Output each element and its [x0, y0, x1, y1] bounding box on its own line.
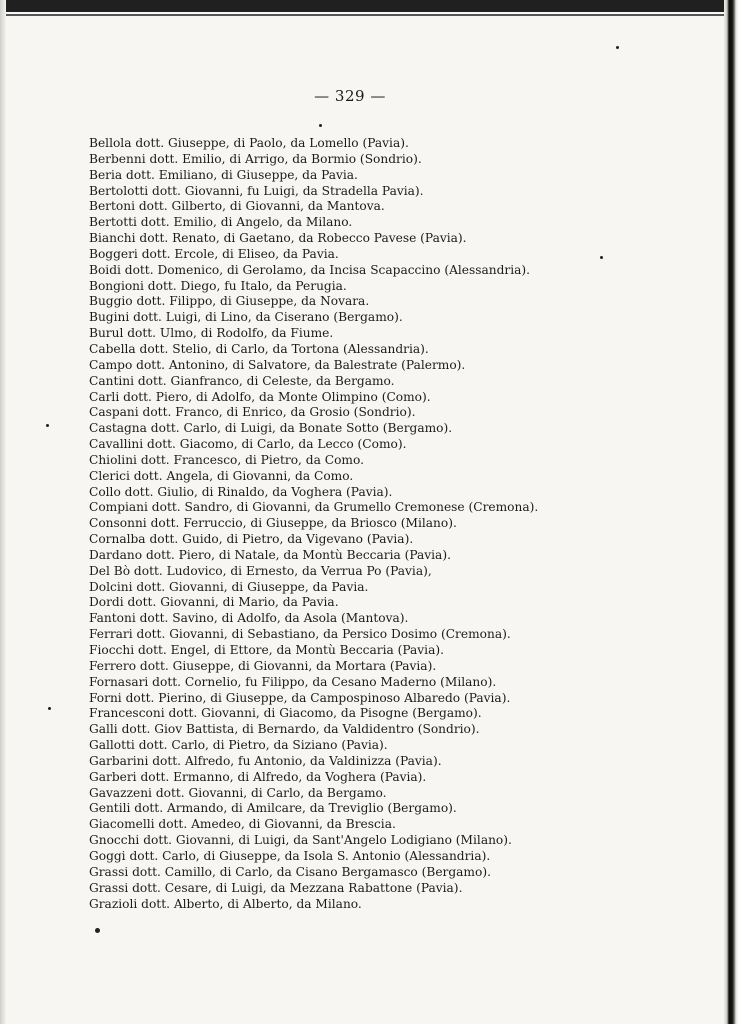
- list-item: Garberi dott. Ermanno, di Alfredo, da Voghera (Pavia).: [89, 769, 427, 784]
- graduate-list: [89, 136, 689, 912]
- list-item: Consonni dott. Ferruccio, di Giuseppe, da Briosco (Milano).: [89, 516, 457, 531]
- list-item: Garbarini dott. Alfredo, fu Antonio, da Valdinizza (Pavia).: [89, 753, 442, 768]
- list-item: Buggio dott. Filippo, di Giuseppe, da Novara.: [89, 294, 370, 309]
- list-item: Cabella dott. Stelio, di Carlo, da Tortona (Alessandria).: [89, 341, 429, 356]
- list-item: Compiani dott. Sandro, di Giovanni, da Grumello Cremonese (Cremona).: [89, 500, 539, 515]
- list-item: Giacomelli dott. Amedeo, di Giovanni, da Brescia.: [89, 817, 396, 832]
- page-number: — 329 —: [314, 87, 386, 105]
- scan-speck: [319, 124, 322, 127]
- list-item: Francesconi dott. Giovanni, di Giacomo, da Pisogne (Bergamo).: [89, 706, 482, 721]
- list-item: Bertolotti dott. Giovanni, fu Luigi, da Stradella Pavia).: [89, 183, 424, 198]
- list-item: Gnocchi dott. Giovanni, di Luigi, da Sant'Angelo Lodigiano (Milano).: [89, 833, 512, 848]
- list-item: Beria dott. Emiliano, di Giuseppe, da Pavia.: [89, 167, 358, 182]
- list-item: Clerici dott. Angela, di Giovanni, da Como.: [89, 468, 354, 483]
- list-item: Goggi dott. Carlo, di Giuseppe, da Isola S. Antonio (Alessandria).: [89, 848, 491, 863]
- scan-speck: [46, 424, 49, 427]
- list-item: Bianchi dott. Renato, di Gaetano, da Robecco Pavese (Pavia).: [89, 231, 467, 246]
- scan-speck: [48, 707, 51, 710]
- list-item: Fornasari dott. Cornelio, fu Filippo, da Cesano Maderno (Milano).: [89, 674, 497, 689]
- scan-right-border: [724, 0, 738, 1024]
- list-item: Grassi dott. Camillo, di Carlo, da Cisano Bergamasco (Bergamo).: [89, 864, 491, 879]
- list-item: Ferrero dott. Giuseppe, di Giovanni, da Mortara (Pavia).: [89, 658, 437, 673]
- list-item: Cavallini dott. Giacomo, di Carlo, da Lecco (Como).: [89, 437, 407, 452]
- list-item: Chiolini dott. Francesco, di Pietro, da Como.: [89, 452, 364, 467]
- list-item: Del Bò dott. Ludovico, di Ernesto, da Verrua Po (Pavia),: [89, 563, 432, 578]
- scan-speck: [600, 256, 603, 259]
- list-item: Fiocchi dott. Engel, di Ettore, da Montù Beccaria (Pavia).: [89, 643, 444, 657]
- list-item: Ferrari dott. Giovanni, di Sebastiano, da Persico Dosimo (Cremona).: [89, 627, 511, 642]
- list-item: Forni dott. Pierino, di Giuseppe, da Campospinoso Albaredo (Pavia).: [89, 690, 511, 705]
- list-item: Fantoni dott. Savino, di Adolfo, da Asola (Mantova).: [89, 611, 409, 626]
- list-item: Cantini dott. Gianfranco, di Celeste, da Bergamo.: [89, 373, 395, 388]
- list-item: Berbenni dott. Emilio, di Arrigo, da Bormio (Sondrio).: [89, 151, 422, 166]
- list-item: Boggeri dott. Ercole, di Eliseo, da Pavia.: [89, 246, 339, 261]
- list-item: Galli dott. Giov Battista, di Bernardo, da Valdidentro (Sondrio).: [89, 722, 480, 737]
- list-item: Dolcini dott. Giovanni, di Giuseppe, da Pavia.: [89, 579, 369, 594]
- list-item: Caspani dott. Franco, di Enrico, da Grosio (Sondrio).: [89, 405, 416, 420]
- list-item: Grassi dott. Cesare, di Luigi, da Mezzana Rabattone (Pavia).: [89, 880, 463, 895]
- list-item: Burul dott. Ulmo, di Rodolfo, da Fiume.: [89, 326, 334, 341]
- list-item: Bellola dott. Giuseppe, di Paolo, da Lomello (Pavia).: [89, 136, 409, 150]
- list-item: Bongioni dott. Diego, fu Italo, da Perugia.: [89, 278, 347, 293]
- list-item: Bertoni dott. Gilberto, di Giovanni, da Mantova.: [89, 199, 385, 214]
- scan-speck: [95, 928, 100, 933]
- list-item: Carli dott. Piero, di Adolfo, da Monte Olimpino (Como).: [89, 389, 431, 404]
- list-item: Dordi dott. Giovanni, di Mario, da Pavia.: [89, 595, 339, 610]
- scan-left-edge: [0, 0, 6, 1024]
- list-item: Gentili dott. Armando, di Amilcare, da Treviglio (Bergamo).: [89, 801, 457, 816]
- list-item: Bugini dott. Luigi, di Lino, da Ciserano (Bergamo).: [89, 310, 403, 325]
- list-item: Bertotti dott. Emilio, di Angelo, da Milano.: [89, 215, 353, 230]
- scan-speck: [616, 46, 619, 49]
- list-item: Grazioli dott. Alberto, di Alberto, da Milano.: [89, 896, 362, 911]
- scan-top-border: [0, 0, 738, 12]
- list-item: Cornalba dott. Guido, di Pietro, da Vigevano (Pavia).: [89, 532, 414, 547]
- scan-top-rule: [0, 14, 738, 16]
- list-item: Boidi dott. Domenico, di Gerolamo, da Incisa Scapaccino (Alessandria).: [89, 262, 531, 277]
- list-item: Dardano dott. Piero, di Natale, da Montù Beccaria (Pavia).: [89, 547, 451, 562]
- list-item: Castagna dott. Carlo, di Luigi, da Bonate Sotto (Bergamo).: [89, 421, 453, 436]
- list-item: Gallotti dott. Carlo, di Pietro, da Siziano (Pavia).: [89, 738, 388, 753]
- list-item: Campo dott. Antonino, di Salvatore, da Balestrate (Palermo).: [89, 357, 466, 372]
- list-item: Gavazzeni dott. Giovanni, di Carlo, da Bergamo.: [89, 785, 387, 800]
- list-item: Collo dott. Giulio, di Rinaldo, da Voghera (Pavia).: [89, 484, 393, 499]
